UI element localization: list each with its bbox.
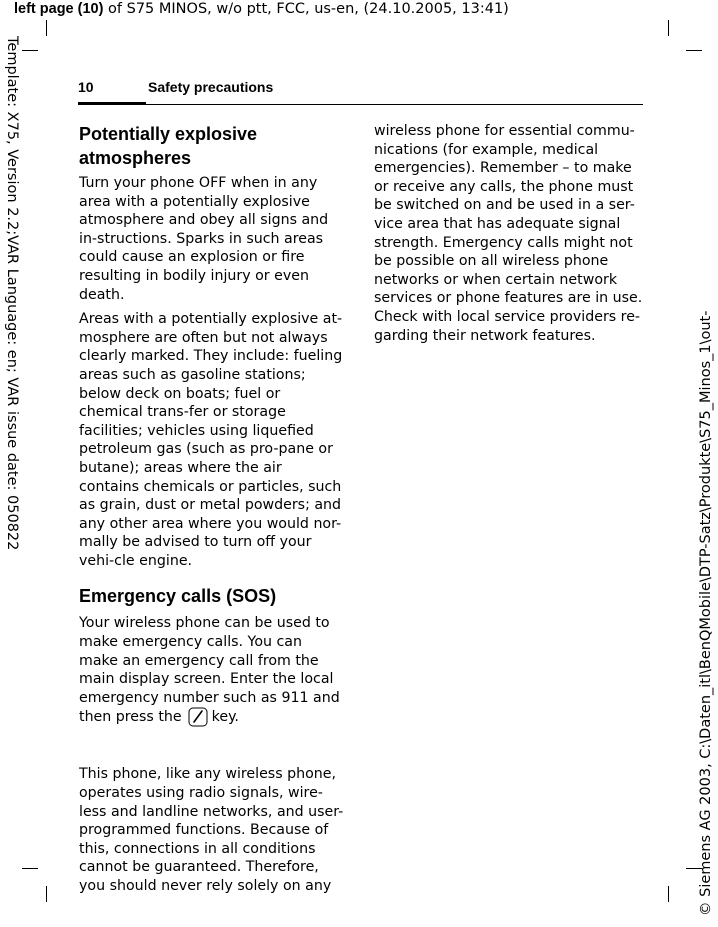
paragraph-emergency <box>79 614 345 727</box>
left-column <box>79 122 345 902</box>
right-column <box>374 122 644 351</box>
print-slug <box>14 0 509 18</box>
header-rule <box>78 104 643 105</box>
section-title: Safety precautions <box>148 79 274 95</box>
paragraph: Turn your phone OFF when in any area with a potentially explosive atmosphere and obey all signs and in-structions. Sparks in such areas could cause an explosion or fire resulting in bodily injury or even death. <box>79 175 329 303</box>
call-key-icon <box>188 707 208 727</box>
crop-mark <box>686 50 702 51</box>
crop-mark <box>22 50 38 51</box>
emergency-text: Your wireless phone can be used to make emergency calls. You can make an emergency call from the main display screen. Enter the local emergency number such as 911 and then press the <box>79 615 340 726</box>
heading-emergency-calls: Emergency calls (SOS) <box>79 586 277 607</box>
crop-mark <box>46 20 47 36</box>
paragraph: wireless phone for essential commu-nications (for example, medical emergencies). Remember – to make or receive any calls, the phone must be switched on and be used in a ser-vice area that has adequate signal strength. Emergency calls might not be possible on all wireless phone networks or when certain network services or phone features are in use. Check with local service providers re-garding their network features. <box>374 123 643 344</box>
crop-mark <box>668 20 669 36</box>
crop-mark <box>668 886 669 902</box>
heading-explosive-atmospheres: Potentially explosive atmospheres <box>79 124 258 168</box>
paragraph: Areas with a potentially explosive at-mosphere are often but not always clearly marked. They include: fueling areas such as gasoline stations; below deck on boats; fuel or chemical trans-fer or storage facilities; vehicles using liquefied petroleum gas (such as pro-pane or butane); areas where the air contains chemicals or particles, such as grain, dust or metal powders; and any other area where you would nor-mally be advised to turn off your vehi-cle engine. <box>79 311 343 569</box>
paragraph: This phone, like any wireless phone, operates using radio signals, wire-less and landline networks, and user-programmed functions. Because of this, connections in all conditions cannot be guaranteed. Therefore, you should never rely solely on any <box>79 766 344 894</box>
print-slug-page: left page (10) <box>14 1 104 17</box>
left-margin-template-info: Template: X75, Version 2.2;VAR Language: en; VAR issue date: 050822 <box>4 36 20 551</box>
emergency-text-key: key. <box>211 709 239 726</box>
print-slug-details: of S75 MINOS, w/o ptt, FCC, us-en, (24.10.2005, 13:41) <box>103 1 509 17</box>
crop-mark <box>46 886 47 902</box>
right-margin-copyright-path: © Siemens AG 2003, C:\Daten_itl\BenQMobile\DTP-Satz\Produkte\S75_Minos_1\out- <box>698 310 714 916</box>
crop-mark <box>22 868 38 869</box>
page-number: 10 <box>78 79 94 95</box>
